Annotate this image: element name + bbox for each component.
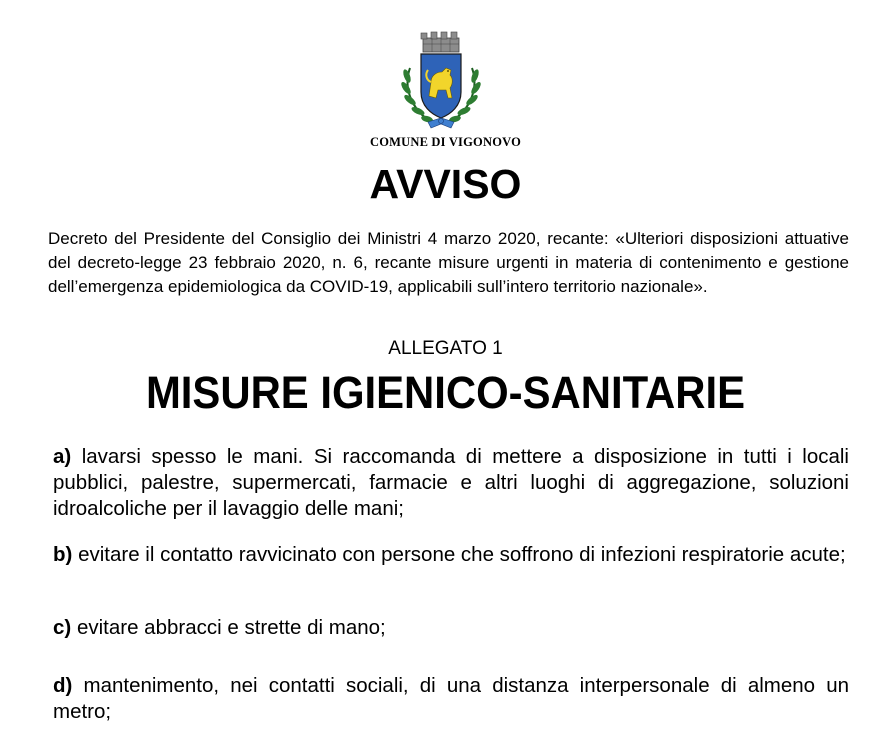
measure-item	[53, 673, 849, 725]
municipality-name: COMUNE DI VIGONOVO	[369, 135, 522, 149]
measure-text: mantenimento, nei contatti sociali, di una distanza interpersonale di almeno un metro;	[53, 674, 849, 723]
measure-item	[53, 542, 849, 568]
measure-item	[53, 615, 849, 641]
decree-reference: Decreto del Presidente del Consiglio dei Ministri 4 marzo 2020, recante: «Ulteriori disposizioni attuative del decreto-legge 23 febbraio 2020, n. 6, recante misure urgenti in materia di contenimento e gestione dell’emergenza epidemiologica da COVID-19, applicabili sull’intero territorio nazionale».	[48, 229, 849, 296]
coat-of-arms-icon	[396, 30, 486, 134]
measure-item	[53, 444, 849, 522]
measure-letter: b)	[53, 543, 73, 566]
measure-text: lavarsi spesso le mani. Si raccomanda di mettere a disposizione in tutti i locali pubblici, palestre, supermercati, farmacie e altri luoghi di aggregazione, soluzioni idroalcoliche per il lavaggio delle mani;	[53, 445, 849, 520]
measure-text: evitare il contatto ravvicinato con persone che soffrono di infezioni respiratorie acute;	[78, 543, 846, 566]
measures-heading: MISURE IGIENICO-SANITARIE	[145, 367, 746, 418]
measure-text: evitare abbracci e strette di mano;	[76, 616, 386, 639]
mural-crown	[421, 32, 459, 52]
annex-label: ALLEGATO 1	[388, 338, 503, 359]
measure-letter: d)	[53, 674, 73, 697]
page-title: AVVISO	[369, 161, 522, 207]
measure-letter: c)	[53, 616, 72, 639]
measure-letter: a)	[53, 445, 72, 468]
